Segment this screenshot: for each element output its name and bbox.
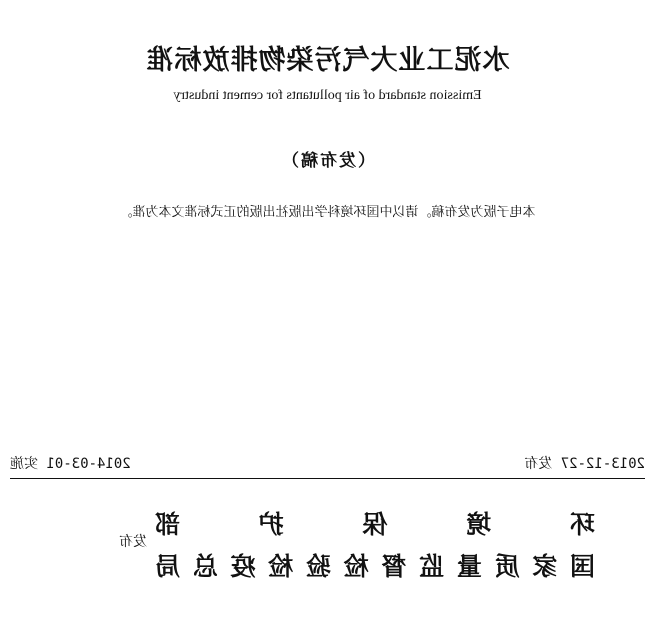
issuer-char: 保 [362,510,388,539]
issuer-char: 家 [532,552,558,581]
issuer-char: 部 [155,510,181,539]
issuer-char: 境 [466,510,492,539]
issuer-char: 量 [456,552,482,581]
issuer-char: 总 [192,552,218,581]
issue-date: 2013-12-27 发布 [524,456,645,472]
title-chinese: 水泥工业大气污染物排放标准 [145,45,510,76]
issuer-char: 局 [155,552,181,581]
issuer-char: 护 [258,510,284,539]
issuer-char: 疫 [230,552,256,581]
issuer-char: 环 [569,510,595,539]
title-english: Emission standard of air pollutants for cement industry [173,88,482,103]
issuer-char: 监 [419,552,445,581]
effective-date: 2014-03-01 实施 [10,456,131,472]
issuer-char: 检 [268,552,294,581]
issuing-authorities [35,505,595,585]
issuer-char: 检 [343,552,369,581]
issuer-quality-inspection [155,547,595,583]
issuer-char: 验 [305,552,331,581]
issuer-char: 督 [381,552,407,581]
date-row [10,453,645,475]
edition-note: 本电子版为发布稿。请以中国环境科学出版社出版的正式标准文本为准。 [119,205,536,220]
publish-tag: 发布 [119,534,147,550]
issuer-char: 质 [494,552,520,581]
issuer-environmental-protection [155,505,595,541]
issuer-char: 国 [569,552,595,581]
divider-line [10,478,645,479]
draft-label: （发布稿） [280,151,375,171]
